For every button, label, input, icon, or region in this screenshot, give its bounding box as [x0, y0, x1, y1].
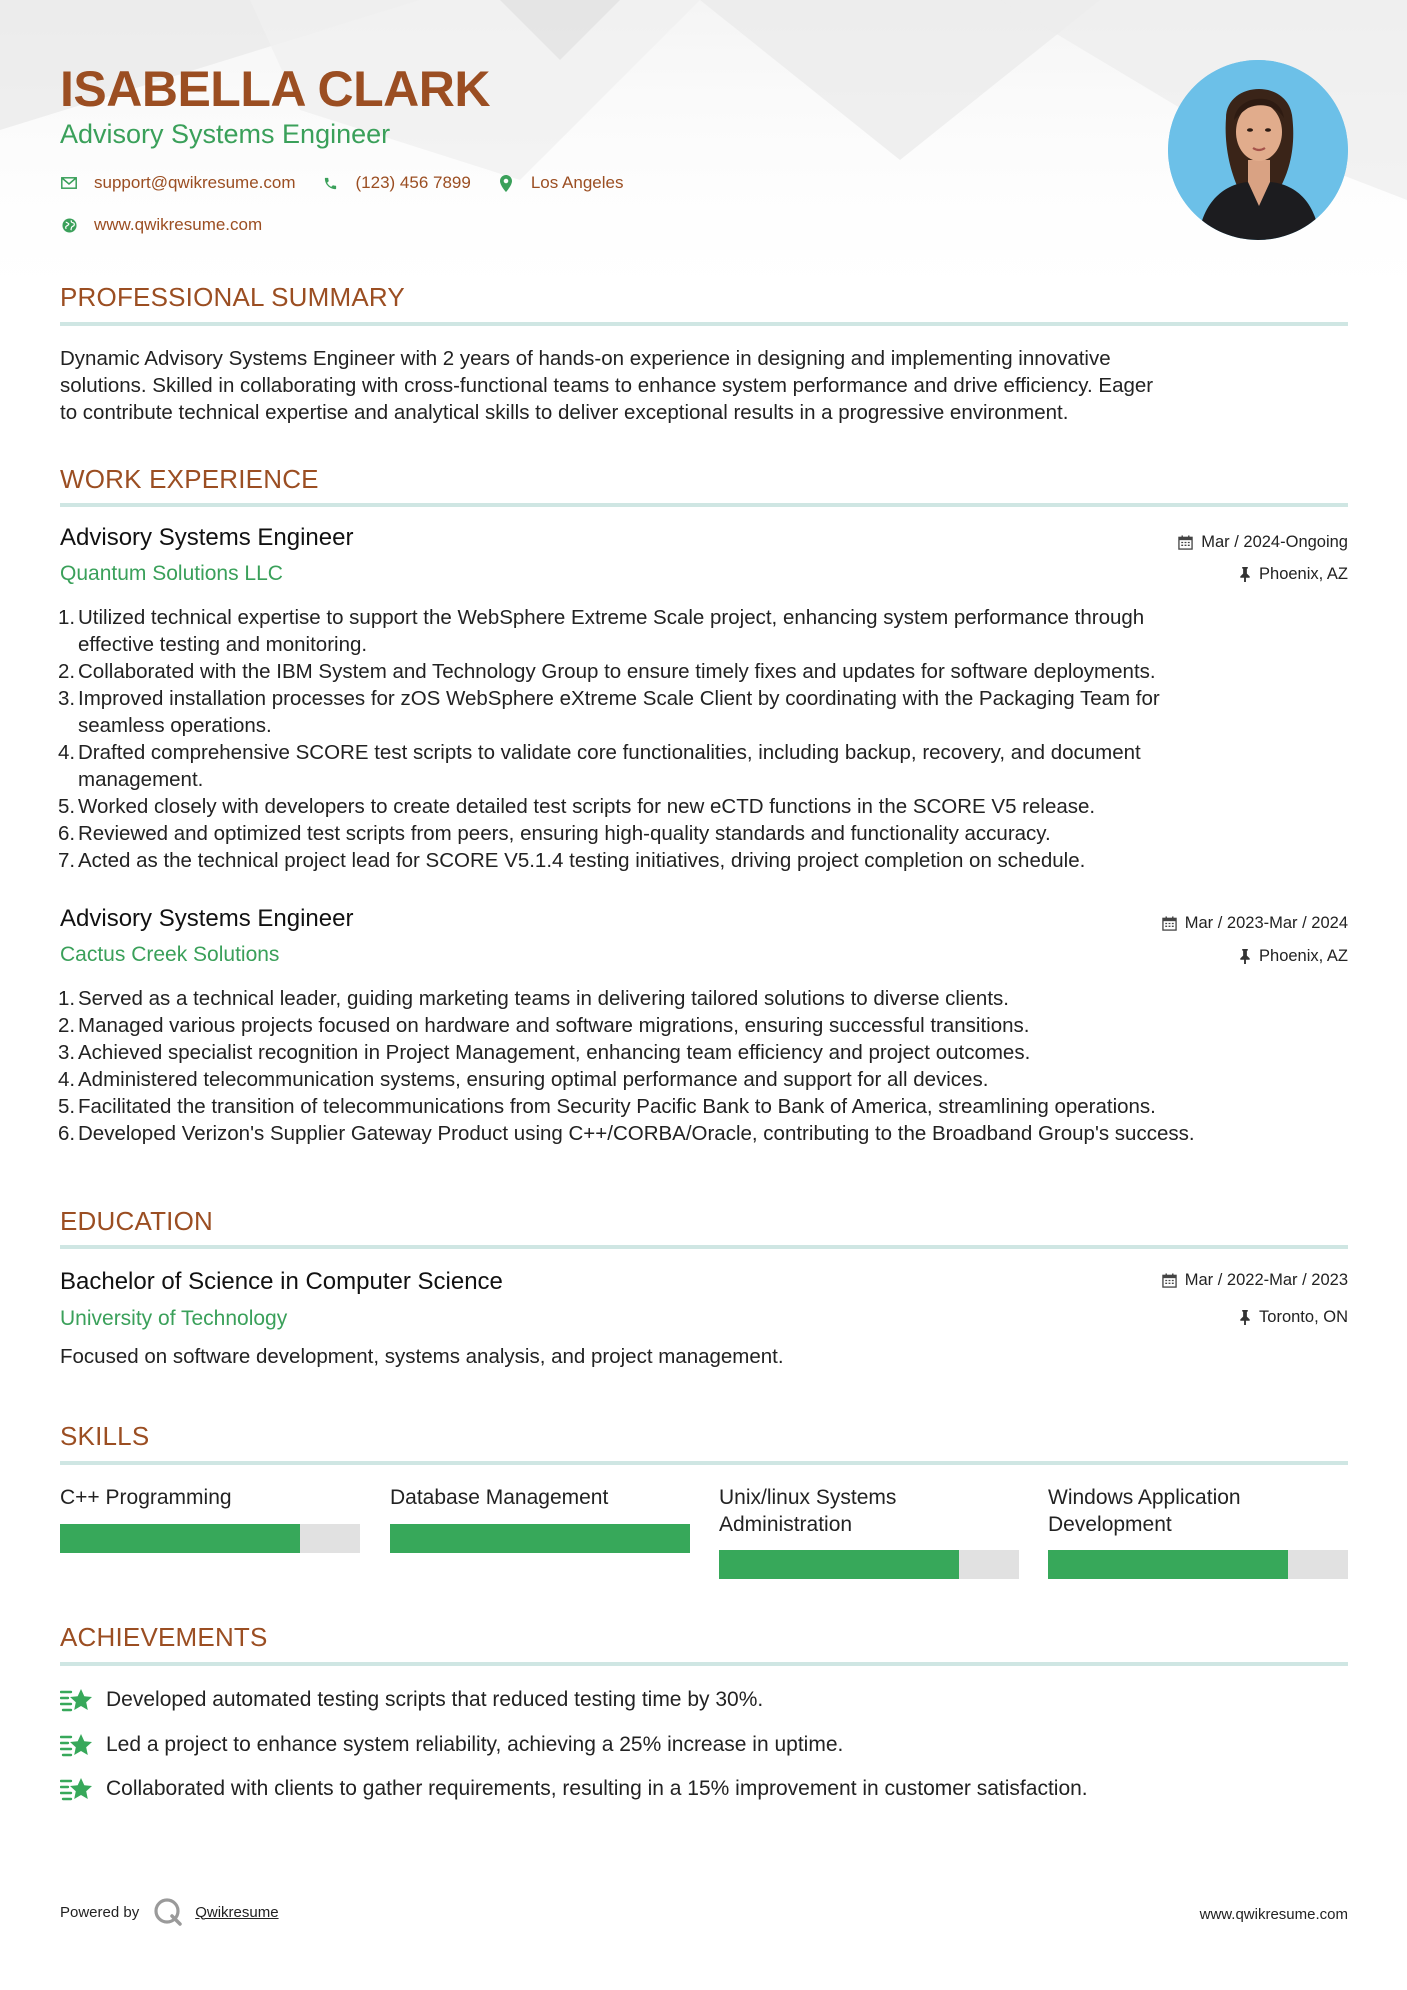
achievement-item [60, 1775, 1088, 1803]
item-number: 5. [58, 795, 76, 818]
summary-line: solutions. Skilled in collaborating with cross-functional teams to enhance system performance and drive efficiency. Eager [60, 374, 1154, 397]
item-line: Utilized technical expertise to support the WebSphere Extreme Scale project, enhancing system performance through [78, 606, 1145, 629]
pushpin-icon [1239, 949, 1251, 964]
skill-bar-fill [719, 1550, 959, 1579]
education-heading: EDUCATION [60, 1206, 213, 1236]
item-line: Developed Verizon's Supplier Gateway Product using C++/CORBA/Oracle, contributing to the Broadband Group's success. [78, 1122, 1195, 1145]
summary-line: Dynamic Advisory Systems Engineer with 2 years of hands-on experience in designing and implementing innovative [60, 347, 1111, 370]
item-line: Served as a technical leader, guiding marketing teams in delivering tailored solutions to diverse clients. [78, 987, 1009, 1010]
school-name: University of Technology [60, 1307, 288, 1330]
item-line: effective testing and monitoring. [78, 633, 368, 656]
skill-label: C++ Programming [60, 1486, 232, 1509]
candidate-name: ISABELLA CLARK [60, 61, 491, 117]
footer-website[interactable]: www.qwikresume.com [1199, 1906, 1348, 1923]
item-line: management. [78, 768, 204, 791]
skill-label: Windows Application [1048, 1486, 1241, 1509]
job-location-text: Phoenix, AZ [1259, 947, 1348, 965]
star-badge-icon [60, 1775, 94, 1803]
pushpin-icon [1239, 1310, 1251, 1325]
education-divider [60, 1245, 1348, 1249]
email-text[interactable]: support@qwikresume.com [94, 173, 296, 192]
job-location [1239, 947, 1348, 966]
star-badge-icon [60, 1686, 94, 1714]
contact-row [60, 173, 649, 193]
skill-item [60, 1484, 360, 1511]
skill-item [390, 1484, 690, 1511]
education-dates-text: Mar / 2022-Mar / 2023 [1184, 1271, 1348, 1289]
job-location-text: Phoenix, AZ [1259, 565, 1348, 583]
experience-divider [60, 503, 1348, 507]
list-item [60, 793, 1350, 820]
summary-heading: PROFESSIONAL SUMMARY [60, 282, 405, 312]
job-dates [1178, 533, 1348, 552]
item-number: 3. [58, 687, 76, 710]
item-number: 4. [58, 1068, 76, 1091]
list-item [60, 820, 1350, 847]
website-row [60, 215, 288, 235]
envelope-icon [60, 174, 78, 192]
education-location [1239, 1308, 1348, 1327]
item-number: 4. [58, 741, 76, 764]
email-item[interactable] [60, 173, 296, 193]
skill-label: Development [1048, 1513, 1172, 1536]
item-number: 3. [58, 1041, 76, 1064]
globe-icon [60, 216, 78, 234]
summary-divider [60, 322, 1348, 326]
list-item [60, 1066, 1350, 1093]
item-line: seamless operations. [78, 714, 272, 737]
list-item [60, 739, 1350, 793]
job-location [1239, 565, 1348, 584]
job-dates-text: Mar / 2024-Ongoing [1201, 533, 1348, 551]
skill-item [719, 1484, 1019, 1538]
skill-bar [60, 1524, 360, 1553]
item-number: 6. [58, 822, 76, 845]
skill-bar-fill [1048, 1550, 1288, 1579]
item-number: 6. [58, 1122, 76, 1145]
achievement-text: Collaborated with clients to gather requirements, resulting in a 15% improvement in customer satisfaction. [106, 1777, 1088, 1800]
powered-by-label: Powered by [60, 1903, 140, 1921]
skill-bar-fill [390, 1524, 690, 1553]
skill-item [1048, 1484, 1348, 1538]
star-badge-icon [60, 1731, 94, 1759]
job-responsibilities [60, 985, 1350, 1147]
location-item [497, 173, 624, 193]
achievements-heading: ACHIEVEMENTS [60, 1622, 268, 1652]
item-line: Achieved specialist recognition in Project Management, enhancing team efficiency and project outcomes. [78, 1041, 1031, 1064]
skill-bar [390, 1524, 690, 1553]
item-line: Collaborated with the IBM System and Technology Group to ensure timely fixes and updates for software deployments. [78, 660, 1156, 683]
item-line: Improved installation processes for zOS WebSphere eXtreme Scale Client by coordinating with the Packaging Team for [78, 687, 1160, 710]
experience-heading: WORK EXPERIENCE [60, 464, 319, 494]
calendar-icon [1178, 535, 1193, 550]
achievement-item [60, 1686, 763, 1714]
item-number: 1. [58, 987, 76, 1010]
skills-heading: SKILLS [60, 1421, 150, 1451]
education-description: Focused on software development, systems analysis, and project management. [60, 1345, 784, 1368]
website-item[interactable] [60, 215, 262, 235]
list-item [60, 1039, 1350, 1066]
qwikresume-link[interactable]: Qwikresume [195, 1903, 279, 1921]
list-item [60, 1120, 1350, 1147]
item-line: Administered telecommunication systems, ensuring optimal performance and support for all devices. [78, 1068, 989, 1091]
list-item [60, 1093, 1350, 1120]
job-title: Advisory Systems Engineer [60, 524, 354, 551]
list-item [60, 604, 1350, 658]
list-item [60, 685, 1350, 739]
calendar-icon [1162, 916, 1177, 931]
candidate-title: Advisory Systems Engineer [60, 119, 391, 149]
footer-powered-by [60, 1897, 279, 1927]
job-dates-text: Mar / 2023-Mar / 2024 [1184, 914, 1348, 932]
profile-photo [1168, 60, 1348, 240]
achievement-text: Developed automated testing scripts that reduced testing time by 30%. [106, 1688, 764, 1711]
achievements-divider [60, 1662, 1348, 1666]
item-number: 2. [58, 660, 76, 683]
job-responsibilities [60, 604, 1350, 874]
education-dates [1162, 1271, 1348, 1290]
achievement-item [60, 1731, 843, 1759]
pushpin-icon [1239, 567, 1251, 582]
skill-bar-fill [60, 1524, 300, 1553]
summary-line: to contribute technical expertise and analytical skills to deliver exceptional results in a progressive environment. [60, 401, 1069, 424]
list-item [60, 847, 1350, 874]
phone-icon [322, 174, 340, 192]
qwikresume-logo-icon [153, 1897, 183, 1927]
map-pin-icon [497, 174, 515, 192]
item-line: Acted as the technical project lead for SCORE V5.1.4 testing initiatives, driving project completion on schedule. [78, 849, 1086, 872]
phone-item[interactable] [322, 173, 471, 193]
skill-label: Administration [719, 1513, 853, 1536]
summary-text [60, 345, 1350, 426]
job-dates [1162, 914, 1348, 933]
item-number: 5. [58, 1095, 76, 1118]
item-line: Drafted comprehensive SCORE test scripts to validate core functionalities, including backup, recovery, and document [78, 741, 1141, 764]
list-item [60, 1012, 1350, 1039]
list-item [60, 658, 1350, 685]
item-number: 7. [58, 849, 76, 872]
skill-bar [719, 1550, 1019, 1579]
phone-text: (123) 456 7899 [355, 173, 471, 192]
list-item [60, 985, 1350, 1012]
item-line: Reviewed and optimized test scripts from peers, ensuring high-quality standards and functionality accuracy. [78, 822, 1051, 845]
website-text[interactable]: www.qwikresume.com [94, 215, 263, 234]
item-line: Worked closely with developers to create detailed test scripts for new eCTD functions in the SCORE V5 release. [78, 795, 1096, 818]
skill-label: Unix/linux Systems [719, 1486, 897, 1509]
location-text: Los Angeles [530, 173, 624, 192]
item-number: 2. [58, 1014, 76, 1037]
calendar-icon [1162, 1273, 1177, 1288]
education-location-text: Toronto, ON [1259, 1308, 1348, 1326]
skill-label: Database Management [390, 1486, 609, 1509]
company-name: Quantum Solutions LLC [60, 562, 283, 585]
achievement-text: Led a project to enhance system reliability, achieving a 25% increase in uptime. [106, 1733, 844, 1756]
skill-bar [1048, 1550, 1348, 1579]
job-title: Advisory Systems Engineer [60, 905, 354, 932]
item-number: 1. [58, 606, 76, 629]
degree-title: Bachelor of Science in Computer Science [60, 1268, 503, 1295]
skills-divider [60, 1461, 1348, 1465]
item-line: Managed various projects focused on hardware and software migrations, ensuring successful transitions. [78, 1014, 1030, 1037]
company-name: Cactus Creek Solutions [60, 943, 280, 966]
item-line: Facilitated the transition of telecommunications from Security Pacific Bank to Bank of America, streamlining operations. [78, 1095, 1156, 1118]
